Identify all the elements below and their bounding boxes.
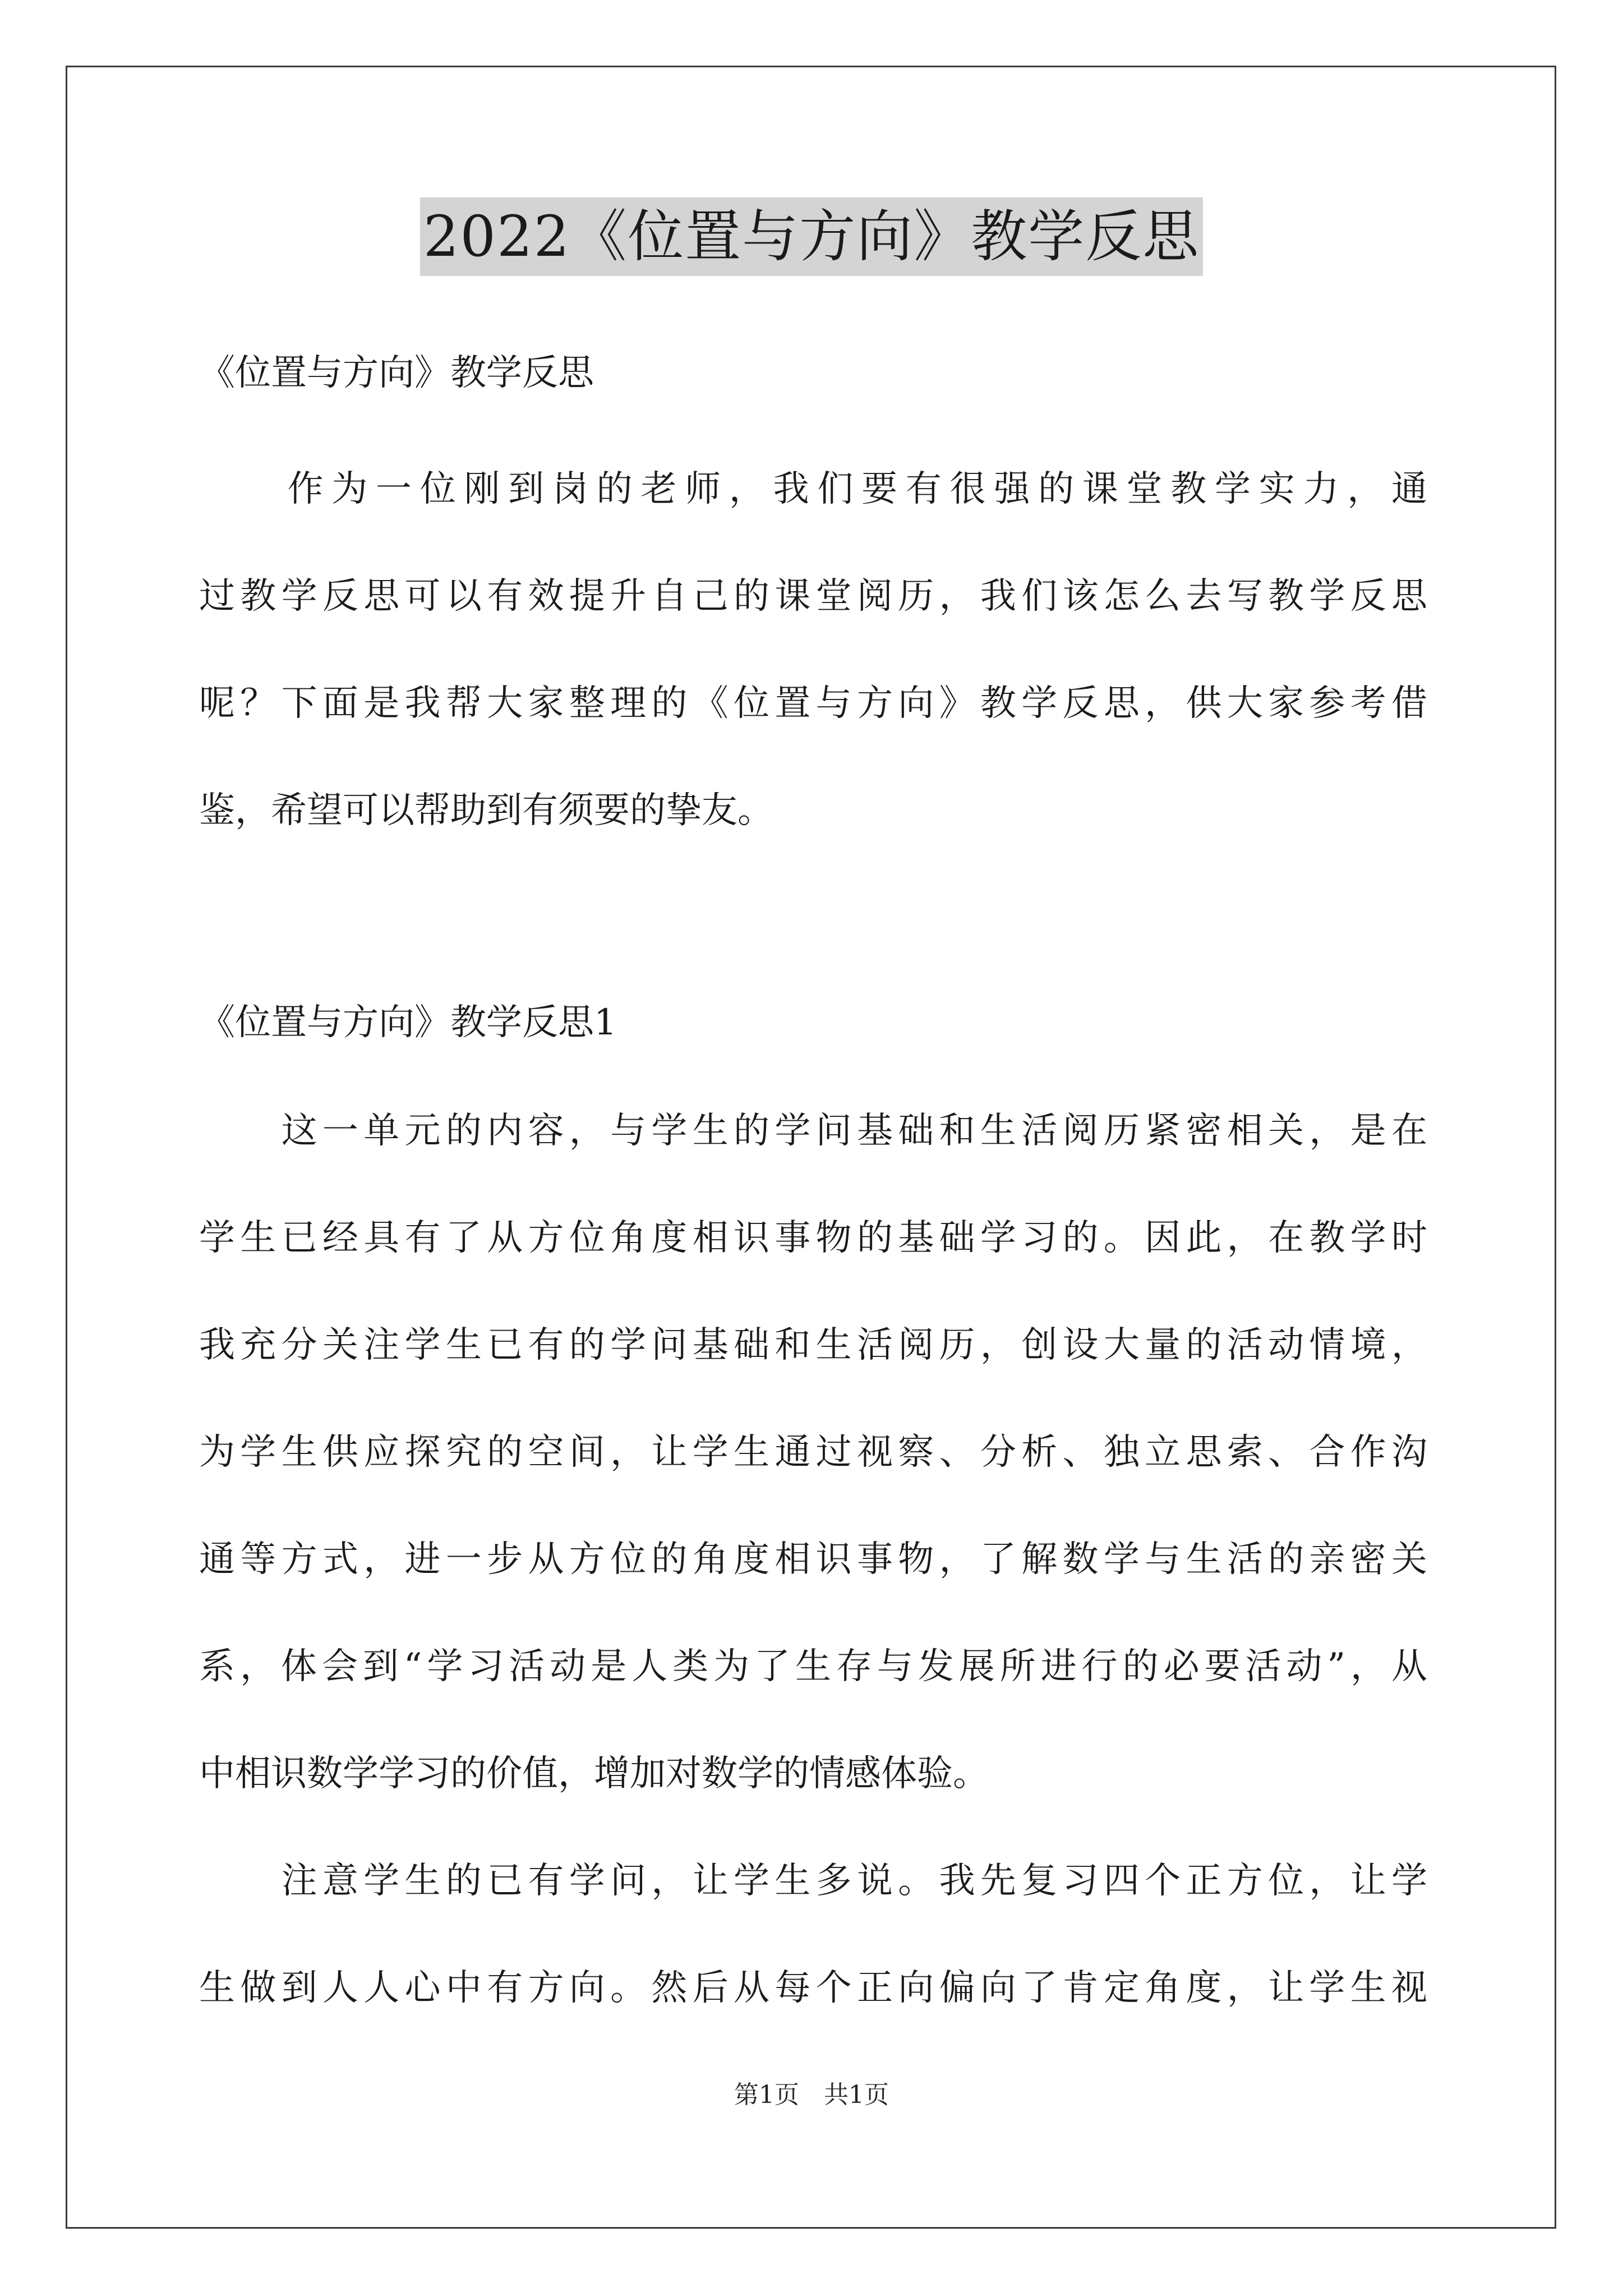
- intro-line: 鉴，希望可以帮助到有须要的挚友。: [199, 790, 773, 831]
- paragraph-line: 注意学生的已有学问，让学生多说。我先复习四个正方位，让学: [199, 1860, 1427, 1902]
- paragraph-line: 通等方式，进一步从方位的角度相识事物，了解数学与生活的亲密关: [199, 1539, 1427, 1580]
- intro-line: 呢？下面是我帮大家整理的《位置与方向》教学反思，供大家参考借: [199, 683, 1427, 724]
- document-title: 2022《位置与方向》教学反思: [420, 197, 1204, 276]
- intro-line: 作为一位刚到岗的老师，我们要有很强的课堂教学实力，通: [199, 468, 1427, 510]
- paragraph-line: 学生已经具有了从方位角度相识事物的基础学习的。因此，在教学时: [199, 1217, 1427, 1259]
- paragraph-line: 我充分关注学生已有的学问基础和生活阅历，创设大量的活动情境，: [199, 1324, 1427, 1366]
- document-subtitle: 《位置与方向》教学反思: [199, 352, 594, 394]
- paragraph-line: 为学生供应探究的空间，让学生通过视察、分析、独立思索、合作沟: [199, 1432, 1427, 1473]
- paragraph-line: 生做到人人心中有方向。然后从每个正向偏向了肯定角度，让学生视: [199, 1967, 1427, 2009]
- paragraph-line: 系，体会到“学习活动是人类为了生存与发展所进行的必要活动”，从: [199, 1646, 1427, 1687]
- page-footer: 第1页 共1页: [734, 2081, 889, 2109]
- paragraph-line: 中相识数学学习的价值，增加对数学的情感体验。: [199, 1753, 989, 1795]
- paragraph-line: 这一单元的内容，与学生的学问基础和生活阅历紧密相关，是在: [199, 1110, 1427, 1152]
- intro-line: 过教学反思可以有效提升自己的课堂阅历，我们该怎么去写教学反思: [199, 576, 1427, 617]
- section-heading: 《位置与方向》教学反思1: [199, 1002, 617, 1043]
